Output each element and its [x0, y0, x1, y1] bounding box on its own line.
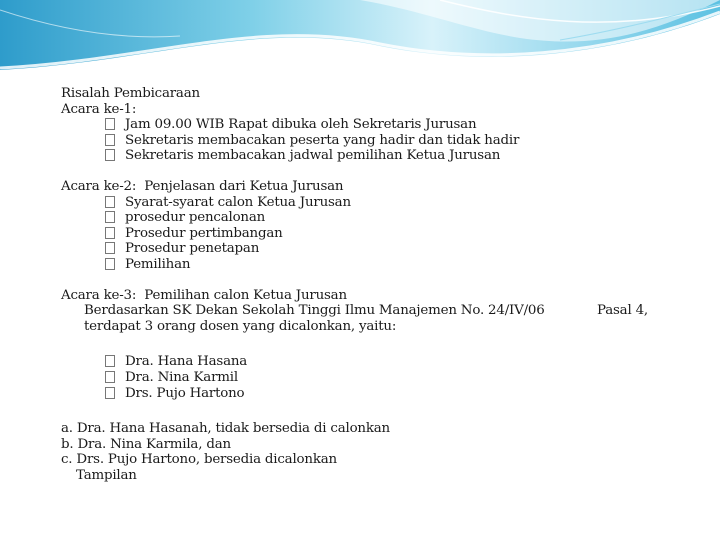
header-banner-decoration: [0, 0, 720, 80]
checkbox-icon: [105, 211, 115, 223]
result-b: b. Dra. Nina Karmila, dan: [61, 436, 231, 452]
list-item: Prosedur penetapan: [61, 241, 701, 257]
list-item: Sekretaris membacakan jadwal pemilihan Ketua Jurusan: [61, 148, 701, 164]
list-item: Jam 09.00 WIB Rapat dibuka oleh Sekretaris Jurusan: [61, 117, 701, 133]
list-item: Drs. Pujo Hartono: [61, 386, 701, 402]
meeting-minutes: [61, 86, 701, 483]
result-tail: Tampilan: [76, 467, 137, 483]
list-item: Dra. Nina Karmil: [61, 370, 701, 386]
checkbox-icon: [105, 118, 115, 130]
list-item: prosedur pencalonan: [61, 210, 701, 226]
pasal-reference: Pasal 4,: [597, 303, 648, 318]
checkbox-icon: [105, 371, 115, 383]
agenda-2-label: Acara ke-2: Penjelasan dari Ketua Jurusan: [61, 178, 344, 194]
list-item: Syarat-syarat calon Ketua Jurusan: [61, 195, 701, 211]
checkbox-icon: [105, 242, 115, 254]
checkbox-icon: [105, 227, 115, 239]
result-a: a. Dra. Hana Hasanah, tidak bersedia di calonkan: [61, 421, 390, 437]
candidate-intro: terdapat 3 orang dosen yang dicalonkan, yaitu:: [84, 318, 397, 334]
decree-reference: Berdasarkan SK Dekan Sekolah Tinggi Ilmu Manajemen No. 24/IV/06: [84, 303, 545, 319]
list-item: Prosedur pertimbangan: [61, 226, 701, 242]
checkbox-icon: [105, 196, 115, 208]
list-item: Sekretaris membacakan peserta yang hadir dan tidak hadir: [61, 133, 701, 149]
agenda-1-label: Acara ke-1:: [61, 101, 137, 117]
list-item: Dra. Hana Hasana: [61, 354, 701, 370]
checkbox-icon: [105, 387, 115, 399]
list-item: Pemilihan: [61, 257, 701, 273]
checkbox-icon: [105, 149, 115, 161]
agenda-3-label: Acara ke-3: Pemilihan calon Ketua Jurusan: [61, 287, 347, 303]
checkbox-icon: [105, 258, 115, 270]
checkbox-icon: [105, 134, 115, 146]
result-c: c. Drs. Pujo Hartono, bersedia dicalonkan: [61, 452, 337, 468]
checkbox-icon: [105, 355, 115, 367]
document-title: Risalah Pembicaraan: [61, 86, 200, 101]
